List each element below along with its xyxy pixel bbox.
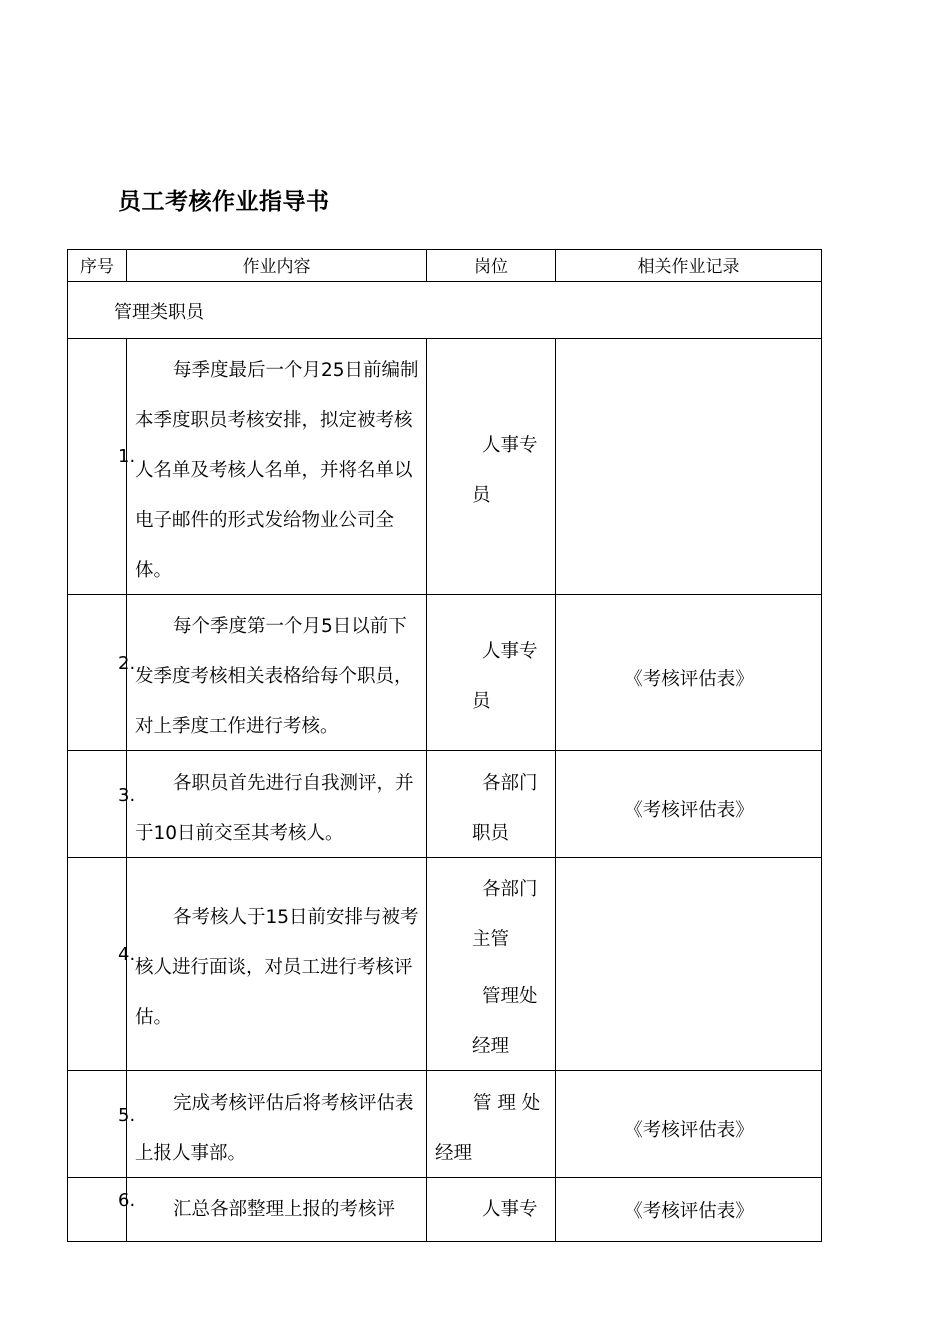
header-seq: 序号 xyxy=(80,257,114,277)
row-content: 每季度最后一个月25日前编制本季度职员考核安排，拟定被考核人名单及考核人名单，并将名单以电子邮件的形式发给物业公司全体。 xyxy=(135,360,419,581)
row-number: 3. xyxy=(118,785,136,806)
role-line: 员 xyxy=(472,485,491,506)
row-content: 各职员首先进行自我测评，并于10日前交至其考核人。 xyxy=(135,773,414,844)
role-line: 经理 xyxy=(472,1036,510,1057)
row-role xyxy=(435,1079,555,1179)
row-number: 1. xyxy=(118,446,136,467)
header-role: 岗位 xyxy=(474,257,508,277)
row-record: 《考核评估表》 xyxy=(624,800,754,821)
header-record: 相关作业记录 xyxy=(637,257,740,277)
row-content: 汇总各部整理上报的考核评 xyxy=(173,1199,396,1220)
row-role xyxy=(472,421,548,521)
role-line: 各部门 xyxy=(482,773,538,794)
role-line: 经理 xyxy=(435,1143,473,1164)
row-number: 6. xyxy=(118,1190,136,1211)
document-title: 员工考核作业指导书 xyxy=(118,189,330,215)
role-line: 管 理 处 xyxy=(473,1093,541,1114)
row-content: 各考核人于15日前安排与被考核人进行面谈，对员工进行考核评估。 xyxy=(135,907,419,1028)
role-line: 职员 xyxy=(472,823,510,844)
role-line: 人事专 xyxy=(482,641,538,662)
header-content: 作业内容 xyxy=(242,257,311,277)
role-line: 主管 xyxy=(472,929,510,950)
row-role xyxy=(472,627,548,727)
row-record: 《考核评估表》 xyxy=(624,1201,754,1222)
role-line: 各部门 xyxy=(482,879,538,900)
row-role xyxy=(472,1185,548,1235)
row-number: 2. xyxy=(118,653,136,674)
table-rule xyxy=(68,338,821,339)
row-content: 每个季度第一个月5日以前下发季度考核相关表格给每个职员，对上季度工作进行考核。 xyxy=(135,616,413,737)
table-rule xyxy=(426,338,427,1241)
section-title: 管理类职员 xyxy=(114,302,204,323)
row-number: 5. xyxy=(118,1105,136,1126)
row-number: 4. xyxy=(118,944,136,965)
table-rule xyxy=(68,1070,821,1071)
row-content: 完成考核评估后将考核评估表上报人事部。 xyxy=(135,1093,414,1164)
row-role xyxy=(472,865,548,1072)
role-line: 人事专 xyxy=(482,1199,538,1220)
row-role xyxy=(472,759,548,859)
row-record: 《考核评估表》 xyxy=(624,669,754,690)
role-line: 管理处 xyxy=(482,986,538,1007)
role-line: 人事专 xyxy=(482,435,538,456)
role-line: 员 xyxy=(472,691,491,712)
table-rule xyxy=(555,338,556,1241)
row-record: 《考核评估表》 xyxy=(624,1120,754,1141)
work-instruction-table xyxy=(67,249,822,1242)
